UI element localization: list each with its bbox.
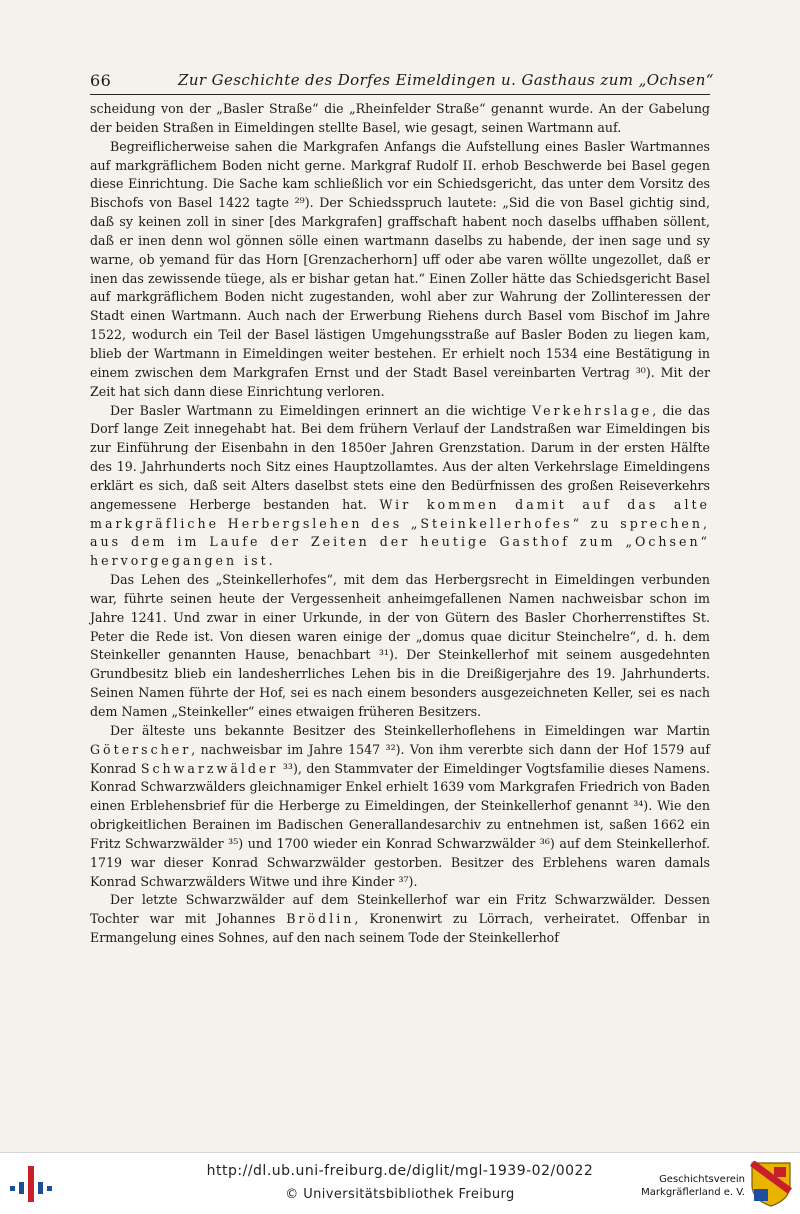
text-run: Das Lehen des „Steinkellerhofes“, mit dem das Herbergsrecht in Eimeldingen verbunden war, führte seinen heute der Vergessenheit anheimgefallenen Namen nachweisbar schon im Jahre 1241. Und zwar in einer Urkunde, in der von Gütern des Basler Chorherrenstiftes St. Peter die Rede ist. Von diesen waren einige der „domus quae dicitur Steinchelre“, d. h. dem Steinkeller genannten Hause, benachbart ³¹). Der Steinkellerhof mit seinem ausgedehnten Grundbesitz blieb ein landesherrliches Lehen bis in die Dreißigerjahre des 19. Jahrhunderts. Seinen Namen führte der Hof, sei es nach einem besonders ausgezeichneten Keller, sei es nach dem Namen „Steinkeller“ eines etwaigen früheren Besitzers. (90, 572, 710, 719)
spaced-emphasis: Göterscher (90, 741, 192, 757)
paragraph (90, 891, 710, 948)
running-head (90, 71, 714, 91)
paragraph (90, 100, 710, 138)
paragraph (90, 722, 710, 892)
spaced-emphasis: Verkehrslage (532, 402, 653, 418)
paragraph (90, 402, 710, 572)
header-rule (90, 94, 710, 95)
paragraph (90, 571, 710, 722)
spaced-emphasis: Schwarzwälder (140, 760, 279, 776)
viewer-footer (0, 1152, 800, 1214)
copyright-notice: © Universitätsbibliothek Freiburg (285, 1187, 515, 1202)
society-line: Geschichtsverein (659, 1174, 745, 1185)
society-line: Markgräflerland e. V. (641, 1187, 745, 1198)
text-run: , nachweisbar im Jahre 1547 ³²). Von ihm vererbte sich dann der Hof 1579 auf Konrad (90, 741, 710, 776)
spaced-emphasis: Brödlin (286, 911, 355, 927)
paragraph (90, 138, 710, 402)
text-run: Der älteste uns bekannte Besitzer des Steinkellerhoflehens in Eimeldingen war Martin (110, 722, 710, 738)
text-run: , die das Dorf lange Zeit innegehabt hat. Bei dem frühern Verlauf der Landstraßen war Eimeldingen bis zur Einführung der Eisenbahn in den 1850er Jahren Grenzstation. Darum in der ersten Hälfte des 19. Jahrhunderts noch Sitz eines Hauptzollamtes. Aus der alten Verkehrslage Eimeldingens erklärt es sich, daß seit Alters daselbst stets eine den Bedürfnissen des großen Reiseverkehrs angemessene Herberge bestanden hat. (90, 402, 710, 512)
page-number: 66 (90, 71, 112, 90)
running-title: Zur Geschichte des Dorfes Eimeldingen u. Gasthaus zum „Ochsen“ (178, 71, 714, 89)
permalink-url[interactable]: http://dl.ub.uni-freiburg.de/diglit/mgl-1939-02/0022 (206, 1163, 594, 1179)
text-run: Begreiflicherweise sahen die Markgrafen Anfangs die Aufstellung eines Basler Wartmannes auf markgräflichem Boden nicht gerne. Markgraf Rudolf II. erhob Beschwerde bei Basel gegen diese Einrichtung. Die Sache kam schließlich vor ein Schiedsgericht, das unter dem Vorsitz des Bischofs von Basel 1422 tagte ²⁹). Der Schiedsspruch lautete: „Sid die von Basel gichtig sind, daß sy keinen zoll in siner [des Markgrafen] graffschaft habent noch daselbs uffhaben söllent, daß er inen denn wol gönnen sölle einen wartmann daselbs zu habende, der inen sage und sy warne, ob yemand für das Horn [Grenzacherhorn] uff oder abe varen wöllte ungezollet, daß er inen das zewissende tüege, als er bishar getan hat.“ Einen Zoller hätte das Schiedsgericht Basel auf markgräflichem Boden nicht zugestanden, wohl aber zur Wahrung der Zollinteressen der Stadt einen Wartmann. Auch nach der Erwerbung Riehens durch Basel vom Bischof im Jahre 1522, wodurch ein Teil der Basel lästigen Umgehungsstraße auf Basler Boden zu liegen kam, blieb der Wartmann in Eimeldingen weiter bestehen. Er erhielt noch 1534 eine Bestätigung in einem zwischen dem Markgrafen Ernst und der Stadt Basel vereinbarten Vertrag ³⁰). Mit der Zeit hat sich dann diese Einrichtung verloren. (90, 138, 710, 399)
text-run: Der letzte Schwarzwälder auf dem Steinkellerhof war ein Fritz Schwarzwälder. Dessen Tochter war mit Johannes (90, 892, 710, 927)
text-run: ³³), den Stammvater der Eimeldinger Vogtsfamilie dieses Namens. Konrad Schwarzwälders gleichnamiger Enkel erhielt 1639 vom Markgrafen Friedrich von Baden einen Erblehensbrief für die Herberge zu Eimeldingen, der Steinkellerhof genannt ³⁴). Wie den obrigkeitlichen Berainen im Badischen Generallandesarchiv zu entnehmen ist, saßen 1662 ein Fritz Schwarzwälder ³⁵) und 1700 wieder ein Konrad Schwarzwälder ³⁶) auf dem Steinkellerhof. 1719 war dieser Konrad Schwarzwälder gestorben. Besitzer des Erblehens waren damals Konrad Schwarzwälders Witwe und ihre Kinder ³⁷). (90, 760, 710, 889)
body-text (90, 100, 710, 948)
text-run: Der Basler Wartmann zu Eimeldingen erinnert an die wichtige (110, 402, 533, 418)
text-run: , Kronenwirt zu Lörrach, verheiratet. Offenbar in Ermangelung eines Sohnes, auf den nach seinem Tode der Steinkellerhof (90, 911, 710, 946)
coat-of-arms-icon (750, 1161, 792, 1207)
spaced-emphasis: Wir kommen damit auf das alte markgräfliche Herbergslehen des „Steinkellerhofes“ zu sprechen, aus dem im Laufe der Zeiten der heutige Gasthof zum „Ochsen“ hervorgegangen ist. (90, 496, 710, 569)
society-name (600, 1173, 745, 1199)
text-run: scheidung von der „Basler Straße“ die „Rheinfelder Straße“ genannt wurde. An der Gabelung der beiden Straßen in Eimeldingen stellte Basel, wie gesagt, seinen Wartmann auf. (90, 101, 710, 135)
